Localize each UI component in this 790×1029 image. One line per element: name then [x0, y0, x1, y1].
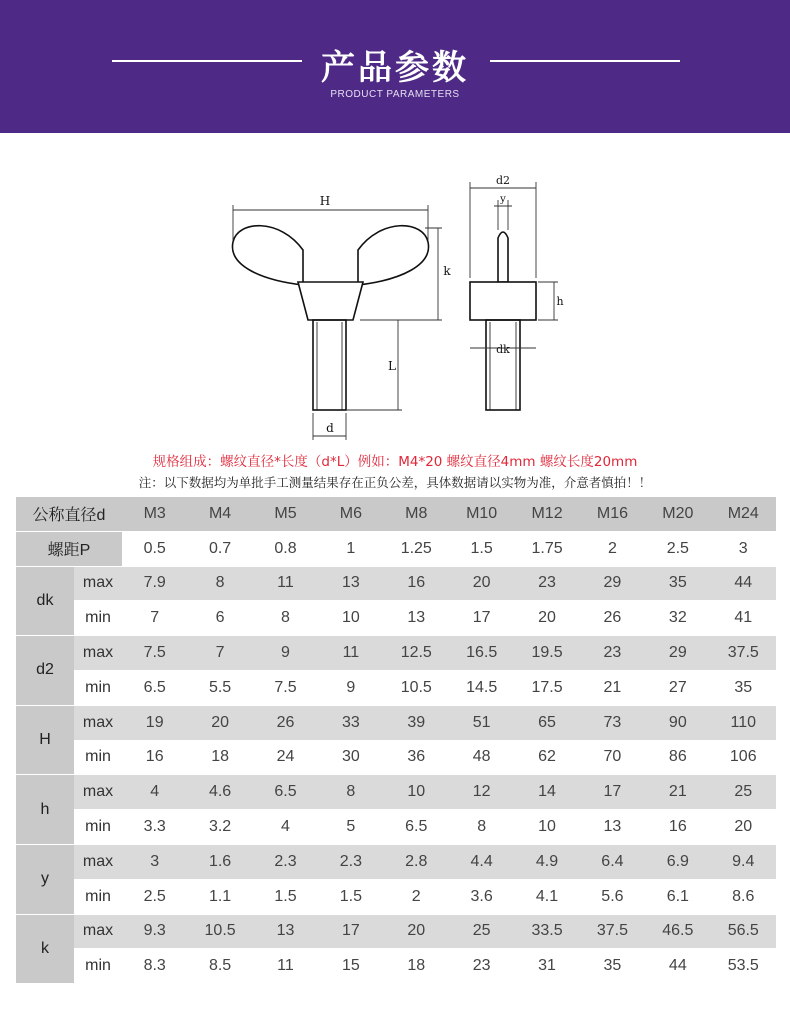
bound-label-cell: min [74, 949, 122, 984]
value-cell: 4.1 [514, 880, 579, 915]
value-cell: 25 [711, 775, 776, 810]
bound-label-cell: min [74, 601, 122, 636]
value-cell: 17 [580, 775, 645, 810]
value-cell: 13 [318, 567, 383, 602]
pitch-value-cell: 1.5 [449, 532, 514, 567]
value-cell: 26 [580, 601, 645, 636]
value-cell: 35 [645, 567, 710, 602]
value-cell: 106 [711, 741, 776, 776]
value-cell: 12 [449, 775, 514, 810]
value-cell: 8 [253, 601, 318, 636]
label-d2: d2 [495, 174, 511, 187]
value-cell: 6.5 [384, 810, 449, 845]
value-cell: 4.4 [449, 845, 514, 880]
value-cell: 4 [122, 775, 187, 810]
bound-label-cell: max [74, 845, 122, 880]
wing-nut-diagram [220, 170, 580, 445]
table-row-pitch [16, 532, 776, 567]
value-cell: 9.3 [122, 915, 187, 950]
value-cell: 8 [187, 567, 252, 602]
value-cell: 15 [318, 949, 383, 984]
value-cell: 23 [449, 949, 514, 984]
pitch-value-cell: 0.7 [187, 532, 252, 567]
label-dk: dk [496, 343, 510, 356]
value-cell: 8 [318, 775, 383, 810]
table-row-h-max [16, 775, 776, 810]
value-cell: 27 [645, 671, 710, 706]
value-cell: 13 [384, 601, 449, 636]
value-cell: 46.5 [645, 915, 710, 950]
value-cell: 17 [449, 601, 514, 636]
value-cell: 29 [645, 636, 710, 671]
value-cell: 73 [580, 706, 645, 741]
pitch-value-cell: 2.5 [645, 532, 710, 567]
table-row-d2-min [16, 671, 776, 706]
group-label-cell: k [16, 915, 74, 985]
column-header-cell: M10 [449, 497, 514, 532]
spec-format-note: 规格组成：螺纹直径*长度（d*L）例如：M4*20 螺纹直径4mm 螺纹长度20mm [152, 454, 638, 470]
value-cell: 29 [580, 567, 645, 602]
value-cell: 3.6 [449, 880, 514, 915]
value-cell: 44 [645, 949, 710, 984]
value-cell: 10.5 [384, 671, 449, 706]
value-cell: 6.5 [122, 671, 187, 706]
value-cell: 17.5 [514, 671, 579, 706]
bound-label-cell: max [74, 775, 122, 810]
table-row-d2-max [16, 636, 776, 671]
value-cell: 2.8 [384, 845, 449, 880]
value-cell: 1.6 [187, 845, 252, 880]
value-cell: 11 [318, 636, 383, 671]
bound-label-cell: max [74, 706, 122, 741]
value-cell: 14.5 [449, 671, 514, 706]
value-cell: 53.5 [711, 949, 776, 984]
column-header-cell: M4 [187, 497, 252, 532]
bound-label-cell: max [74, 915, 122, 950]
column-header-cell: M24 [711, 497, 776, 532]
column-header-cell: M20 [645, 497, 710, 532]
value-cell: 37.5 [711, 636, 776, 671]
column-header-cell: M6 [318, 497, 383, 532]
label-y: y [500, 194, 506, 205]
pitch-value-cell: 0.8 [253, 532, 318, 567]
pitch-label-cell: 螺距P [16, 532, 122, 567]
bound-label-cell: max [74, 567, 122, 602]
value-cell: 24 [253, 741, 318, 776]
value-cell: 7 [122, 601, 187, 636]
value-cell: 6.5 [253, 775, 318, 810]
label-L: L [388, 359, 396, 373]
value-cell: 20 [449, 567, 514, 602]
pitch-value-cell: 3 [711, 532, 776, 567]
value-cell: 17 [318, 915, 383, 950]
parameter-table [16, 497, 776, 984]
value-cell: 25 [449, 915, 514, 950]
column-header-cell: M5 [253, 497, 318, 532]
value-cell: 2 [384, 880, 449, 915]
value-cell: 19 [122, 706, 187, 741]
pitch-value-cell: 1.25 [384, 532, 449, 567]
page-title: 产品参数 [321, 48, 469, 88]
value-cell: 3 [122, 845, 187, 880]
table-row-H-max [16, 706, 776, 741]
pitch-value-cell: 1.75 [514, 532, 579, 567]
value-cell: 86 [645, 741, 710, 776]
value-cell: 12.5 [384, 636, 449, 671]
value-cell: 30 [318, 741, 383, 776]
value-cell: 8.5 [187, 949, 252, 984]
bound-label-cell: min [74, 671, 122, 706]
value-cell: 10 [514, 810, 579, 845]
value-cell: 9.4 [711, 845, 776, 880]
value-cell: 16 [122, 741, 187, 776]
value-cell: 26 [253, 706, 318, 741]
column-header-cell: M12 [514, 497, 579, 532]
label-d: d [326, 421, 334, 435]
value-cell: 2.3 [318, 845, 383, 880]
value-cell: 20 [711, 810, 776, 845]
value-cell: 10.5 [187, 915, 252, 950]
value-cell: 23 [580, 636, 645, 671]
value-cell: 8.6 [711, 880, 776, 915]
value-cell: 36 [384, 741, 449, 776]
value-cell: 56.5 [711, 915, 776, 950]
value-cell: 31 [514, 949, 579, 984]
value-cell: 51 [449, 706, 514, 741]
value-cell: 16 [645, 810, 710, 845]
value-cell: 14 [514, 775, 579, 810]
column-header-cell: M16 [580, 497, 645, 532]
value-cell: 6.1 [645, 880, 710, 915]
value-cell: 39 [384, 706, 449, 741]
value-cell: 16 [384, 567, 449, 602]
value-cell: 11 [253, 949, 318, 984]
value-cell: 4.9 [514, 845, 579, 880]
table-header-row [16, 497, 776, 532]
value-cell: 7.5 [253, 671, 318, 706]
value-cell: 16.5 [449, 636, 514, 671]
value-cell: 21 [645, 775, 710, 810]
value-cell: 110 [711, 706, 776, 741]
value-cell: 8.3 [122, 949, 187, 984]
bound-label-cell: min [74, 880, 122, 915]
header-rule-right [490, 60, 680, 62]
label-H: H [319, 194, 331, 208]
table-row-dk-max [16, 567, 776, 602]
bound-label-cell: max [74, 636, 122, 671]
group-label-cell: h [16, 775, 74, 845]
value-cell: 35 [711, 671, 776, 706]
value-cell: 7.9 [122, 567, 187, 602]
value-cell: 1.5 [318, 880, 383, 915]
label-k: k [443, 264, 451, 278]
value-cell: 7 [187, 636, 252, 671]
value-cell: 1.1 [187, 880, 252, 915]
value-cell: 20 [384, 915, 449, 950]
bound-label-cell: min [74, 741, 122, 776]
value-cell: 4.6 [187, 775, 252, 810]
value-cell: 8 [449, 810, 514, 845]
group-label-cell: H [16, 706, 74, 776]
pitch-value-cell: 1 [318, 532, 383, 567]
measurement-notice: 注：以下数据均为单批手工测量结果存在正负公差，具体数据请以实物为准，介意者慎拍！！ [138, 475, 652, 490]
value-cell: 6.4 [580, 845, 645, 880]
value-cell: 7.5 [122, 636, 187, 671]
group-label-cell: dk [16, 567, 74, 637]
value-cell: 9 [318, 671, 383, 706]
value-cell: 13 [580, 810, 645, 845]
value-cell: 4 [253, 810, 318, 845]
value-cell: 11 [253, 567, 318, 602]
column-header-cell: M3 [122, 497, 187, 532]
table-row-h-min [16, 810, 776, 845]
value-cell: 5.5 [187, 671, 252, 706]
header-banner [0, 0, 790, 133]
value-cell: 65 [514, 706, 579, 741]
value-cell: 33 [318, 706, 383, 741]
column-header-cell: M8 [384, 497, 449, 532]
value-cell: 13 [253, 915, 318, 950]
page-subtitle: PRODUCT PARAMETERS [330, 89, 460, 100]
label-h: h [556, 295, 564, 308]
group-label-cell: y [16, 845, 74, 915]
pitch-value-cell: 2 [580, 532, 645, 567]
value-cell: 37.5 [580, 915, 645, 950]
value-cell: 20 [514, 601, 579, 636]
table-row-H-min [16, 741, 776, 776]
value-cell: 44 [711, 567, 776, 602]
value-cell: 23 [514, 567, 579, 602]
value-cell: 5.6 [580, 880, 645, 915]
value-cell: 10 [384, 775, 449, 810]
value-cell: 62 [514, 741, 579, 776]
value-cell: 48 [449, 741, 514, 776]
header-label-cell: 公称直径d [16, 497, 122, 532]
value-cell: 90 [645, 706, 710, 741]
pitch-value-cell: 0.5 [122, 532, 187, 567]
value-cell: 5 [318, 810, 383, 845]
value-cell: 9 [253, 636, 318, 671]
value-cell: 19.5 [514, 636, 579, 671]
value-cell: 10 [318, 601, 383, 636]
value-cell: 41 [711, 601, 776, 636]
table-row-k-max [16, 915, 776, 950]
value-cell: 3.3 [122, 810, 187, 845]
table-row-y-min [16, 880, 776, 915]
table-row-k-min [16, 949, 776, 984]
value-cell: 20 [187, 706, 252, 741]
value-cell: 33.5 [514, 915, 579, 950]
table-row-dk-min [16, 601, 776, 636]
value-cell: 18 [187, 741, 252, 776]
value-cell: 2.3 [253, 845, 318, 880]
value-cell: 32 [645, 601, 710, 636]
value-cell: 18 [384, 949, 449, 984]
value-cell: 1.5 [253, 880, 318, 915]
bound-label-cell: min [74, 810, 122, 845]
table-row-y-max [16, 845, 776, 880]
value-cell: 2.5 [122, 880, 187, 915]
value-cell: 70 [580, 741, 645, 776]
value-cell: 6 [187, 601, 252, 636]
group-label-cell: d2 [16, 636, 74, 706]
value-cell: 6.9 [645, 845, 710, 880]
value-cell: 3.2 [187, 810, 252, 845]
value-cell: 35 [580, 949, 645, 984]
value-cell: 21 [580, 671, 645, 706]
